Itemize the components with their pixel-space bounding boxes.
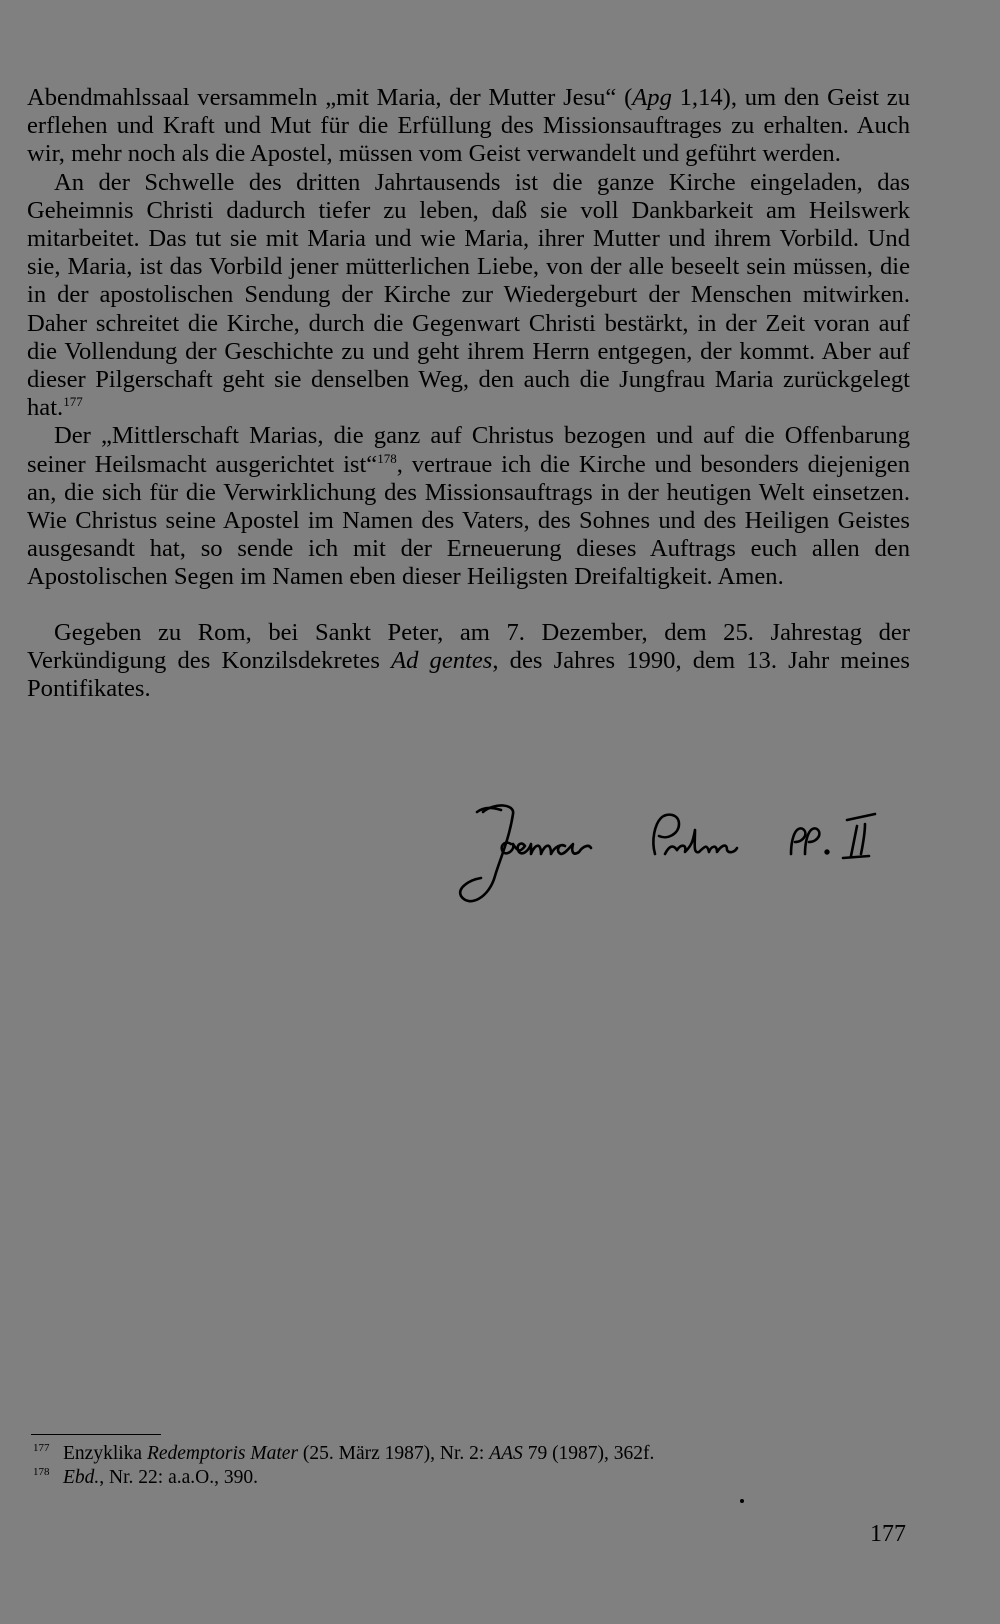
text-run: An der Schwelle des dritten Jahrtausends ist die ganze Kirche eingeladen, das Geheimnis Christi dadurch tiefer zu leben, daß sie voll Dankbarkeit am Heilswerk mitarbeitet. Das tut sie mit Maria und wie Maria, ihrer Mutter und ihrem Vorbild. Und sie, Maria, ist das Vorbild jener mütterlichen Liebe, von der alle beseelt sein müssen, die in der apostolischen Sendung der Kirche zur Wiedergeburt der Menschen mitwirken. Daher schreitet die Kirche, durch die Gegenwart Christi bestärkt, in der Zeit voran auf die Vollendung der Geschichte zu und geht ihrem Herrn entgegen, der kommt. Aber auf dieser Pilgerschaft geht sie denselben Weg, den auch die Jungfrau Maria zurückgelegt hat. <box>27 168 910 422</box>
italic-text: Ebd. <box>63 1467 100 1488</box>
text-run: Gegeben zu Rom, bei Sankt Peter, am 7. Dezember, dem 25. Jahrestag der Verkündigung des Konzilsdekretes <box>27 618 910 674</box>
speck-mark <box>740 1499 744 1503</box>
page-number: 177 <box>870 1521 906 1547</box>
footnote-ref: 178 <box>377 450 397 466</box>
footnote-text <box>63 1443 654 1464</box>
text-run: Der „Mittlerschaft Marias, die ganz auf Christus bezogen und auf die Offenbarung seiner Heilsmacht ausgerichtet ist“ <box>27 422 910 478</box>
text-run: , vertraue ich die Kirche und besonders diejenigen an, die sich für die Verwirklichung des Missionsauftrags in der heutigen Welt einsetzen. Wie Christus seine Apostel im Namen des Vaters, des Sohnes und des Heiligen Geistes ausgesandt hat, so sende ich mit der Erneuerung dieses Auftrags euch allen den Apostolischen Segen im Namen eben dieser Heiligsten Dreifaltigkeit. Amen. <box>27 450 911 591</box>
italic-text: Apg <box>632 84 672 111</box>
body-text <box>27 84 910 592</box>
footnote-number: 177 <box>33 1442 50 1454</box>
text-run: (25. März 1987), Nr. 2: <box>298 1443 490 1464</box>
paragraph-3 <box>27 422 910 591</box>
page-content <box>27 84 910 728</box>
italic-text: Redemptoris Mater <box>146 1443 299 1464</box>
footnote-number: 178 <box>33 1466 50 1478</box>
signature <box>455 800 925 910</box>
paragraph-1 <box>27 84 910 169</box>
text-run: Abendmahlssaal versammeln „mit Maria, der Mutter Jesu“ ( <box>27 84 633 111</box>
footnote-178 <box>27 1466 910 1490</box>
text-run: Enzyklika <box>63 1443 147 1464</box>
text-run: 1,14), um den Geist zu erflehen und Kraft und Mut für die Erfüllung des Missionsauftrages zu erhalten. Auch wir, mehr noch als die Apostel, müssen vom Geist verwandelt und geführt werden. <box>27 84 910 168</box>
closing-paragraph <box>27 619 910 704</box>
footnote-ref: 177 <box>63 394 83 410</box>
italic-text: AAS <box>489 1443 523 1464</box>
footnote-text <box>63 1467 258 1488</box>
paragraph-2 <box>27 169 910 423</box>
text-run: , des Jahres 1990, dem 13. Jahr meines Pontifikates. <box>27 646 910 703</box>
italic-text: Ad gentes <box>391 646 493 674</box>
footnote-177 <box>27 1442 910 1466</box>
text-run: , Nr. 22: a.a.O., 390. <box>99 1467 258 1488</box>
text-run: 79 (1987), 362f. <box>522 1443 655 1464</box>
footnotes <box>27 1434 910 1490</box>
